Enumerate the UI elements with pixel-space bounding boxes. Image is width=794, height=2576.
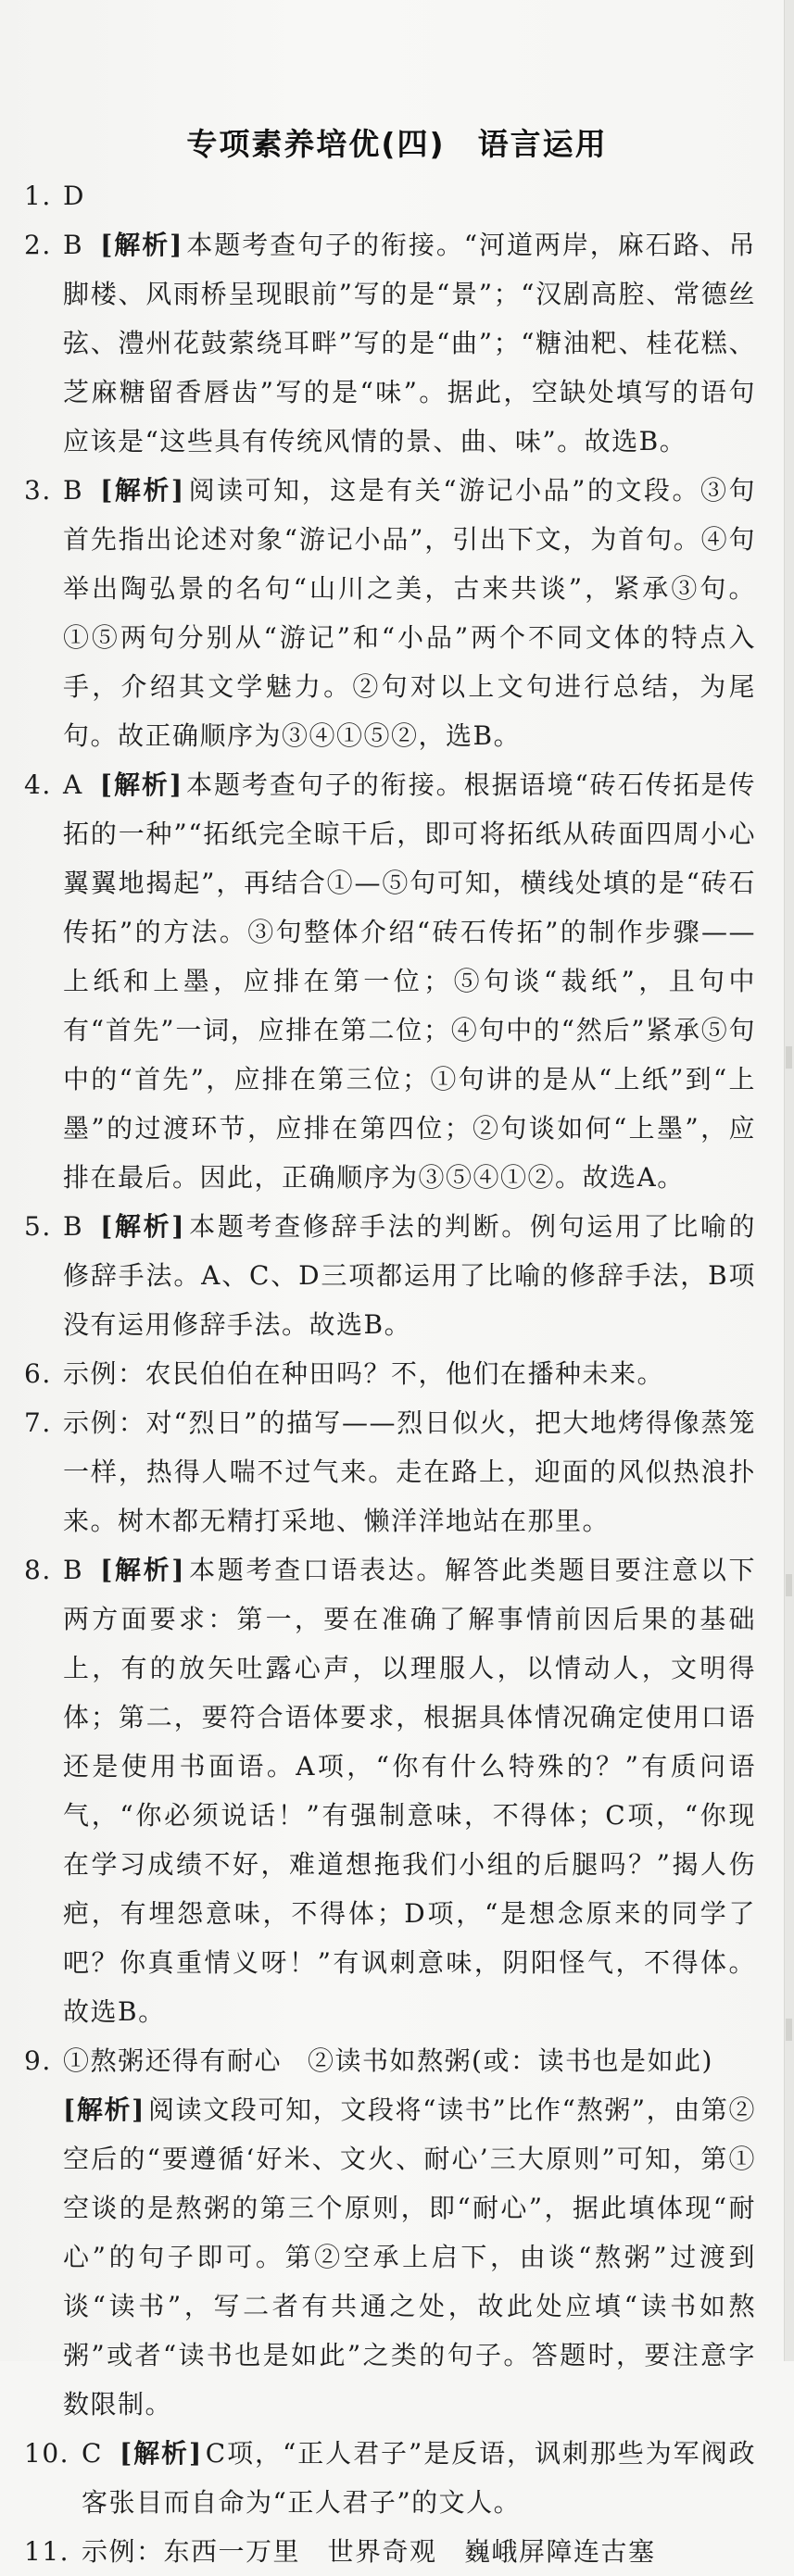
analysis-tag: [解析]	[63, 2095, 145, 2125]
page-title: 专项素养培优(四) 语言运用	[186, 126, 608, 162]
list-item	[24, 1398, 756, 1545]
list-item	[24, 466, 756, 760]
list-item	[24, 1202, 756, 1349]
item-answer: B	[63, 230, 84, 260]
blank-answer-1: ①熬粥还得有耐心	[63, 2045, 283, 2076]
item-number: 1.	[24, 181, 52, 211]
item-answer: B	[63, 1555, 84, 1585]
blank-answer-2: ②读书如熬粥(或：读书也是如此)	[308, 2045, 713, 2076]
list-item	[24, 2036, 756, 2429]
item-answer: A	[63, 769, 83, 800]
item-number: 9.	[24, 2045, 52, 2076]
analysis-tag: [解析]	[99, 769, 183, 800]
item-answer: B	[63, 1211, 84, 1242]
analysis-tag: [解析]	[100, 1555, 186, 1585]
item-number: 7.	[24, 1407, 52, 1438]
item-text: 示例：农民伯伯在种田吗？不，他们在播种未来。	[63, 1358, 665, 1389]
analysis-tag: [解析]	[100, 475, 185, 506]
list-item	[24, 220, 756, 466]
item-text: C项，“正人君子”是反语，讽刺那些为军阀政客张目而自命为“正人君子”的文人。	[82, 2438, 757, 2518]
margin-mark	[786, 2019, 792, 2041]
item-answer: C	[82, 2438, 103, 2469]
analysis-tag: [解析]	[100, 230, 183, 260]
item-text: 阅读可知，这是有关“游记小品”的文段。③句首先指出论述对象“游记小品”，引出下文，为首句。④句举出陶弘景的名句“山川之美，古来共谈”，紧承③句。①⑤两句分别从“游记”和“小品”两个不同文体的特点入手，介绍其文学魅力。②句对以上文句进行总结，为尾句。故正确顺序为③④①⑤②，选B。	[63, 475, 757, 751]
analysis-tag: [解析]	[100, 1211, 186, 1242]
item-text: 本题考查句子的衔接。根据语境“砖石传拓是传拓的一种”“拓纸完全晾干后，即可将拓纸从砖面四周小心翼翼地揭起”，再结合①—⑤句可知，横线处填的是“砖石传拓”的方法。③句整体介绍“砖石传拓”的制作步骤——上纸和上墨，应排在第一位；⑤句谈“裁纸”，且句中有“首先”一词，应排在第二位；④句中的“然后”紧承⑤句中的“首先”，应排在第三位；①句讲的是从“上纸”到“上墨”的过渡环节，应排在第四位；②句谈如何“上墨”，应排在最后。因此，正确顺序为③⑤④①②。故选A。	[63, 769, 756, 1193]
item-number: 11.	[24, 2536, 70, 2567]
margin-mark	[786, 1574, 792, 1596]
list-item	[24, 1349, 756, 1398]
item-number: 5.	[24, 1211, 52, 1242]
item-number: 8.	[24, 1555, 52, 1585]
analysis-tag: [解析]	[119, 2438, 203, 2469]
item-number: 6.	[24, 1358, 52, 1389]
item-text: 本题考查修辞手法的判断。例句运用了比喻的修辞手法。A、C、D三项都运用了比喻的修辞手法，B项没有运用修辞手法。故选B。	[63, 1211, 756, 1340]
item-text: 示例：对“烈日”的描写——烈日似火，把大地烤得像蒸笼一样，热得人喘不过气来。走在路上，迎面的风似热浪扑来。树木都无精打采地、懒洋洋地站在那里。	[63, 1407, 756, 1536]
list-item	[24, 1545, 756, 2036]
list-item	[24, 2527, 756, 2576]
margin-mark	[786, 1046, 792, 1069]
binding-edge	[784, 0, 794, 2361]
item-text: 示例：东西一万里 世界奇观 巍峨屏障连古塞	[82, 2536, 656, 2567]
list-item	[24, 760, 756, 1202]
item-answer: B	[63, 475, 84, 506]
item-number: 2.	[24, 230, 52, 260]
item-number: 4.	[24, 769, 52, 800]
item-text: 本题考查句子的衔接。“河道两岸，麻石路、吊脚楼、风雨桥呈现眼前”写的是“景”；“汉剧高腔、常德丝弦、澧州花鼓萦绕耳畔”写的是“曲”；“糖油粑、桂花糕、芝麻糖留香唇齿”写的是“味”。据此，空缺处填写的语句应该是“这些具有传统风情的景、曲、味”。故选B。	[63, 230, 756, 456]
item-number: 10.	[24, 2438, 70, 2469]
list-item	[24, 171, 756, 220]
answer-list	[24, 171, 756, 2576]
item-text: 本题考查口语表达。解答此类题目要注意以下两方面要求：第一，要在准确了解事情前因后果的基础上，有的放矢吐露心声，以理服人，以情动人，文明得体；第二，要符合语体要求，根据具体情况确定使用口语还是使用书面语。A项，“你有什么特殊的？”有质问语气，“你必须说话！”有强制意味，不得体；C项，“你现在学习成绩不好，难道想拖我们小组的后腿吗？”揭人伤疤，有埋怨意味，不得体；D项，“是想念原来的同学了吧？你真重情义呀！”有讽刺意味，阴阳怪气，不得体。故选B。	[63, 1555, 756, 2027]
item-text: 阅读文段可知，文段将“读书”比作“熬粥”，由第②空后的“要遵循‘好米、文火、耐心’三大原则”可知，第①空谈的是熬粥的第三个原则，即“耐心”，据此填体现“耐心”的句子即可。第②空承上启下，由谈“熬粥”过渡到谈“读书”，写二者有共通之处，故此处应填“读书如熬粥”或者“读书也是如此”之类的句子。答题时，要注意字数限制。	[63, 2095, 756, 2420]
item-answer: D	[63, 181, 85, 211]
list-item	[24, 2429, 756, 2527]
item-number: 3.	[24, 475, 52, 506]
